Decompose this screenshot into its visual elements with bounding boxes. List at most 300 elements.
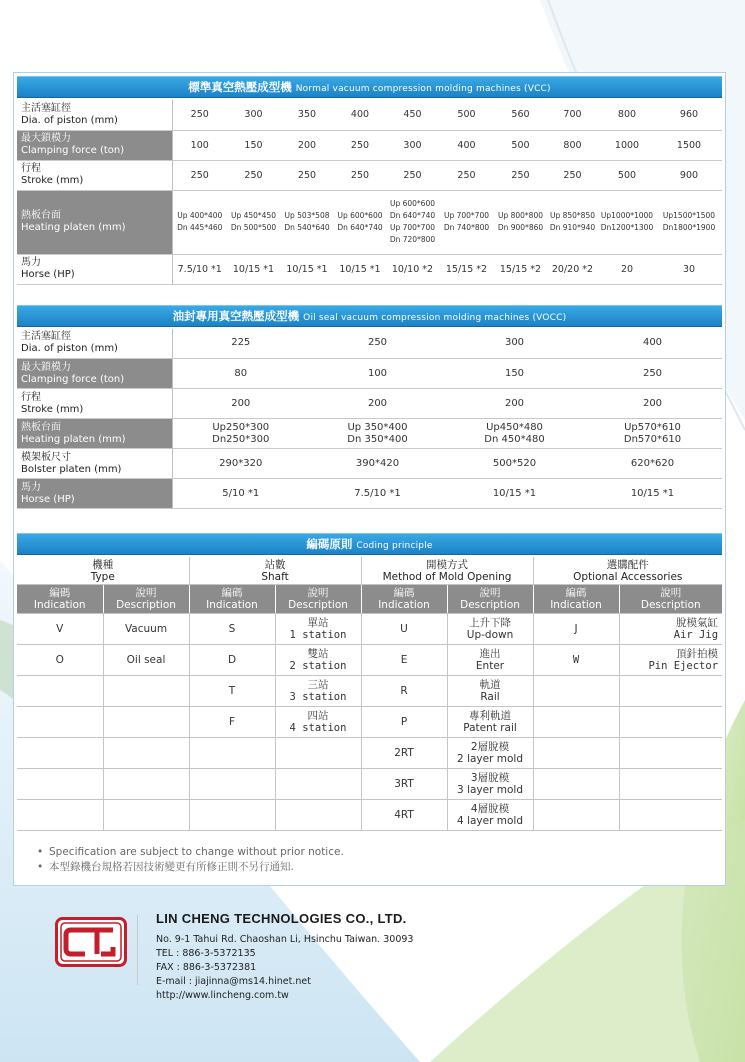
- coding-row: [17, 800, 722, 831]
- sub-zh: 編碼: [221, 587, 243, 599]
- platen-up: Up 600*600: [389, 199, 435, 208]
- acc-desc: [619, 614, 722, 645]
- sub-zh: 說明: [660, 587, 682, 599]
- method-code: R: [361, 676, 447, 707]
- label-en: Heating platen (mm): [21, 222, 126, 233]
- footer: [0, 905, 745, 1062]
- label-zh: 熱板台面: [21, 210, 61, 221]
- value-cell: 250: [334, 160, 386, 190]
- value-cell: 80: [172, 359, 309, 389]
- platen-up: Up 600*600: [337, 211, 383, 220]
- bullet-icon: •: [37, 846, 44, 858]
- platen-up: Up 850*850: [549, 211, 595, 220]
- notes: [17, 845, 722, 875]
- vcc-row-stroke: [17, 160, 722, 190]
- platen-cell: [547, 190, 598, 254]
- platen-dn: Dn 640*740: [389, 211, 436, 220]
- vcc-title-en: Normal vacuum compression molding machines (VCC): [295, 84, 551, 94]
- address: No. 9-1 Tahui Rd. Chaoshan Li, Hsinchu Taiwan. 30093: [156, 934, 414, 945]
- acc-code: J: [533, 614, 619, 645]
- sub-en: Description: [640, 599, 701, 611]
- label-en: Clamping force (ton): [21, 373, 125, 385]
- desc-en: 3 station: [289, 691, 347, 703]
- value-cell: 800: [598, 100, 656, 130]
- empty-cell: [103, 769, 189, 800]
- method-code: 4RT: [361, 800, 447, 831]
- empty-cell: [275, 769, 361, 800]
- platen-up: Up 400*400: [177, 211, 223, 220]
- desc-en: 2 station: [289, 660, 347, 672]
- coding-row: [17, 707, 722, 738]
- row-label: [17, 160, 172, 190]
- value-cell: 900: [656, 160, 722, 190]
- empty-cell: [619, 676, 722, 707]
- row-label: [17, 359, 172, 389]
- acc-desc: [619, 645, 722, 676]
- shaft-desc: [275, 614, 361, 645]
- value-cell: 250: [439, 160, 494, 190]
- type-code: V: [17, 614, 103, 645]
- coding-row: [17, 614, 722, 645]
- desc-zh: 4層脫模: [470, 803, 510, 815]
- coding-title-band: [17, 533, 722, 555]
- empty-cell: [189, 738, 275, 769]
- platen-dn: Dn 500*500: [230, 223, 277, 232]
- platen-dn: Dn 900*860: [497, 223, 544, 232]
- shaft-code: D: [189, 645, 275, 676]
- value-cell: 250: [227, 160, 280, 190]
- value-cell: 200: [172, 389, 309, 419]
- value-cell: 250: [172, 160, 227, 190]
- sub-en: Description: [288, 599, 348, 611]
- vcc-row-clamping: [17, 130, 722, 160]
- platen-cell: [439, 190, 494, 254]
- value-cell: 200: [309, 389, 446, 419]
- sub-description: [619, 585, 722, 614]
- vcc-row-platen: [17, 190, 722, 254]
- vocc-title-en: Oil seal vacuum compression molding machines (VOCC): [303, 312, 567, 323]
- method-code: E: [361, 645, 447, 676]
- platen-up: Up 700*700: [443, 211, 489, 220]
- value-cell: 300: [386, 130, 439, 160]
- platen-up: Up570*610: [624, 421, 681, 433]
- platen-cell: [172, 190, 227, 254]
- value-cell: 10/15 *1: [280, 254, 334, 284]
- platen-cell: [334, 190, 386, 254]
- sub-zh: 編碼: [565, 587, 587, 599]
- coding-group-row: [17, 557, 722, 585]
- platen-dn: Dn570*610: [623, 433, 682, 445]
- platen-dn: Dn1200*1300: [600, 223, 654, 232]
- value-cell: 1500: [656, 130, 722, 160]
- desc-en: Rail: [480, 691, 500, 703]
- sub-en: Description: [460, 599, 520, 611]
- platen-up: Up1000*1000: [600, 211, 654, 220]
- website-link[interactable]: http://www.lincheng.com.tw: [156, 990, 289, 1001]
- acc-code: W: [533, 645, 619, 676]
- empty-cell: [533, 800, 619, 831]
- shaft-code: S: [189, 614, 275, 645]
- desc-zh: 脫模氣缸: [676, 617, 719, 629]
- empty-cell: [275, 738, 361, 769]
- row-label: [17, 254, 172, 284]
- label-en: Horse (HP): [21, 493, 75, 505]
- vcc-spec-table: [17, 100, 722, 285]
- row-label: [17, 130, 172, 160]
- label-zh: 最大鎖模力: [21, 361, 71, 373]
- shaft-desc: [275, 645, 361, 676]
- empty-cell: [533, 676, 619, 707]
- method-desc: [447, 614, 533, 645]
- platen-dn: Dn 720*800: [389, 235, 436, 244]
- platen-up: Up 700*700: [389, 223, 435, 232]
- platen-cell: [172, 419, 309, 449]
- sub-indication: [361, 585, 447, 614]
- platen-up: Up 450*450: [230, 211, 276, 220]
- empty-cell: [619, 738, 722, 769]
- coding-title-en: Coding principle: [356, 541, 433, 551]
- row-label: [17, 190, 172, 254]
- sub-en: Description: [116, 599, 176, 611]
- empty-cell: [189, 800, 275, 831]
- desc-zh: 2層脫模: [470, 741, 510, 753]
- label-en: Clamping force (ton): [21, 145, 125, 156]
- value-cell: 290*320: [172, 449, 309, 479]
- empty-cell: [103, 738, 189, 769]
- value-cell: 250: [280, 160, 334, 190]
- platen-dn: Dn 350*400: [347, 433, 408, 445]
- platen-up: Up 503*508: [284, 211, 330, 220]
- value-cell: 100: [172, 130, 227, 160]
- coding-table: [17, 557, 722, 831]
- platen-cell: [227, 190, 280, 254]
- platen-cell: [494, 190, 547, 254]
- value-cell: 960: [656, 100, 722, 130]
- desc-en: 2 layer mold: [457, 753, 523, 765]
- value-cell: 5/10 *1: [172, 479, 309, 509]
- value-cell: 10/10 *2: [386, 254, 439, 284]
- empty-cell: [533, 738, 619, 769]
- platen-up: Up250*300: [212, 421, 270, 433]
- method-code: P: [361, 707, 447, 738]
- platen-dn: Dn250*300: [212, 433, 270, 445]
- label-zh: 行程: [21, 391, 41, 403]
- note-item: [37, 845, 722, 860]
- label-en: Dia. of piston (mm): [21, 114, 118, 126]
- empty-cell: [103, 676, 189, 707]
- company-info: [156, 933, 413, 1003]
- label-zh: 主活塞缸徑: [21, 102, 71, 114]
- platen-cell: [386, 190, 439, 254]
- sub-zh: 說明: [135, 587, 157, 599]
- row-label: [17, 389, 172, 419]
- desc-en: Up-down: [466, 629, 514, 641]
- value-cell: 15/15 *2: [439, 254, 494, 284]
- row-label: [17, 100, 172, 130]
- spec-content: [17, 76, 722, 875]
- platen-dn: Dn 445*460: [177, 223, 223, 232]
- desc-zh: 四站: [307, 710, 329, 722]
- empty-cell: [619, 769, 722, 800]
- type-desc: Vacuum: [103, 614, 189, 645]
- value-cell: 100: [309, 359, 446, 389]
- desc-zh: 上升下降: [469, 617, 512, 629]
- value-cell: 1000: [598, 130, 656, 160]
- platen-cell: [309, 419, 446, 449]
- value-cell: 400: [334, 100, 386, 130]
- sub-en: Indication: [550, 599, 602, 611]
- value-cell: 300: [227, 100, 280, 130]
- vocc-title-band: [17, 305, 722, 327]
- value-cell: 30: [656, 254, 722, 284]
- sub-en: Indication: [378, 599, 430, 611]
- value-cell: 250: [334, 130, 386, 160]
- method-desc: [447, 769, 533, 800]
- method-desc: [447, 676, 533, 707]
- coding-title: 編碼原則: [306, 537, 353, 551]
- sub-zh: 編碼: [393, 587, 415, 599]
- empty-cell: [17, 738, 103, 769]
- value-cell: 500: [494, 130, 547, 160]
- value-cell: 350: [280, 100, 334, 130]
- value-cell: 300: [446, 329, 583, 359]
- footer-divider: [137, 915, 138, 985]
- fax: FAX : 886-3-5372381: [156, 962, 257, 973]
- empty-cell: [17, 676, 103, 707]
- sub-en: Indication: [206, 599, 258, 611]
- group-en: Shaft: [261, 570, 289, 583]
- value-cell: 620*620: [583, 449, 722, 479]
- group-accessories: [533, 557, 722, 585]
- sub-zh: 說明: [307, 587, 329, 599]
- desc-en: Patent rail: [463, 722, 517, 734]
- platen-dn: Dn 740*800: [443, 223, 490, 232]
- platen-up: Up1500*1500: [662, 211, 716, 220]
- value-cell: 10/15 *1: [334, 254, 386, 284]
- empty-cell: [103, 800, 189, 831]
- sub-description: [447, 585, 533, 614]
- value-cell: 200: [583, 389, 722, 419]
- sub-en: Indication: [33, 599, 86, 611]
- value-cell: 10/15 *1: [583, 479, 722, 509]
- type-desc: Oil seal: [103, 645, 189, 676]
- platen-cell: [446, 419, 583, 449]
- label-zh: 主活塞缸徑: [21, 331, 71, 343]
- desc-zh: 雙站: [307, 648, 329, 660]
- value-cell: 250: [583, 359, 722, 389]
- vocc-row-stroke: [17, 389, 722, 419]
- desc-zh: 三站: [307, 679, 329, 691]
- platen-dn: Dn1800*1900: [662, 223, 716, 232]
- label-en: Stroke (mm): [21, 175, 84, 186]
- vocc-row-bolster: [17, 449, 722, 479]
- label-en: Dia. of piston (mm): [21, 343, 118, 355]
- value-cell: 10/15 *1: [446, 479, 583, 509]
- sub-description: [103, 585, 189, 614]
- desc-en: Pin Ejector: [648, 660, 719, 672]
- spec-panel: [13, 72, 726, 886]
- coding-row: [17, 676, 722, 707]
- value-cell: 150: [446, 359, 583, 389]
- empty-cell: [17, 707, 103, 738]
- value-cell: 500: [598, 160, 656, 190]
- method-code: 3RT: [361, 769, 447, 800]
- empty-cell: [17, 800, 103, 831]
- platen-dn: Dn 640*740: [337, 223, 383, 232]
- group-zh: 機種: [92, 558, 114, 571]
- type-code: O: [17, 645, 103, 676]
- method-desc: [447, 738, 533, 769]
- group-method: [361, 557, 533, 585]
- method-code: 2RT: [361, 738, 447, 769]
- value-cell: 7.5/10 *1: [309, 479, 446, 509]
- value-cell: 20: [598, 254, 656, 284]
- label-en: Horse (HP): [21, 269, 75, 280]
- platen-dn: Dn 450*480: [484, 433, 545, 445]
- empty-cell: [619, 800, 722, 831]
- value-cell: 250: [494, 160, 547, 190]
- label-en: Heating platen (mm): [21, 433, 126, 445]
- platen-cell: [598, 190, 656, 254]
- sub-indication: [17, 585, 103, 614]
- vocc-spec-table: [17, 329, 722, 510]
- value-cell: 450: [386, 100, 439, 130]
- vocc-title: 油封專用真空熱壓成型機: [172, 308, 300, 323]
- desc-en: 3 layer mold: [457, 784, 523, 796]
- group-zh: 站數: [264, 558, 286, 571]
- desc-zh: 專利軌道: [469, 710, 512, 722]
- value-cell: 15/15 *2: [494, 254, 547, 284]
- empty-cell: [17, 769, 103, 800]
- empty-cell: [189, 769, 275, 800]
- label-zh: 馬力: [21, 257, 41, 268]
- empty-cell: [533, 769, 619, 800]
- value-cell: 200: [280, 130, 334, 160]
- group-en: Optional Accessories: [573, 570, 683, 583]
- sub-description: [275, 585, 361, 614]
- method-desc: [447, 800, 533, 831]
- sub-indication: [189, 585, 275, 614]
- desc-zh: 3層脫模: [470, 772, 510, 784]
- group-en: Type: [90, 570, 115, 583]
- platen-up: Up 800*800: [497, 211, 543, 220]
- platen-up: Up450*480: [486, 421, 543, 433]
- coding-subheader-row: [17, 585, 722, 614]
- vcc-title: 標準真空熱壓成型機: [188, 80, 292, 94]
- empty-cell: [619, 707, 722, 738]
- note-text: 本型錄機台規格若因技術變更有所修正則不另行通知.: [49, 861, 294, 873]
- row-label: [17, 449, 172, 479]
- desc-zh: 軌道: [479, 679, 501, 691]
- value-cell: 150: [227, 130, 280, 160]
- value-cell: 800: [547, 130, 598, 160]
- vcc-row-piston: [17, 100, 722, 130]
- sub-indication: [533, 585, 619, 614]
- platen-cell: [583, 419, 722, 449]
- vocc-row-platen: [17, 419, 722, 449]
- empty-cell: [533, 707, 619, 738]
- value-cell: 20/20 *2: [547, 254, 598, 284]
- label-en: Bolster platen (mm): [21, 463, 122, 475]
- coding-row: [17, 738, 722, 769]
- desc-zh: 頂針拍模: [676, 648, 719, 660]
- group-zh: 開模方式: [426, 558, 469, 571]
- company-name: LIN CHENG TECHNOLOGIES CO., LTD.: [156, 911, 407, 926]
- method-code: U: [361, 614, 447, 645]
- sub-zh: 說明: [479, 587, 501, 599]
- group-type: [17, 557, 189, 585]
- value-cell: 390*420: [309, 449, 446, 479]
- value-cell: 200: [446, 389, 583, 419]
- shaft-desc: [275, 676, 361, 707]
- shaft-desc: [275, 707, 361, 738]
- desc-zh: 單站: [307, 617, 329, 629]
- coding-row: [17, 645, 722, 676]
- value-cell: 225: [172, 329, 309, 359]
- vocc-row-clamping: [17, 359, 722, 389]
- note-item: [37, 860, 722, 875]
- value-cell: 500*520: [446, 449, 583, 479]
- platen-dn: Dn 540*640: [284, 223, 330, 232]
- value-cell: 250: [309, 329, 446, 359]
- vcc-title-band: [17, 76, 722, 98]
- value-cell: 400: [439, 130, 494, 160]
- coding-row: [17, 769, 722, 800]
- platen-cell: [656, 190, 722, 254]
- row-label: [17, 419, 172, 449]
- email-link[interactable]: E-mail : jiajinna@ms14.hinet.net: [156, 976, 311, 987]
- platen-dn: Dn 910*940: [549, 223, 596, 232]
- empty-cell: [103, 707, 189, 738]
- desc-en: Enter: [475, 660, 505, 672]
- method-desc: [447, 645, 533, 676]
- label-zh: 行程: [21, 163, 41, 174]
- value-cell: 400: [583, 329, 722, 359]
- value-cell: 250: [172, 100, 227, 130]
- label-zh: 模架板尺寸: [21, 451, 71, 463]
- platen-up: Up 350*400: [347, 421, 408, 433]
- value-cell: 560: [494, 100, 547, 130]
- desc-en: 1 station: [289, 629, 347, 641]
- vocc-row-horse: [17, 479, 722, 509]
- vcc-row-horse: [17, 254, 722, 284]
- desc-zh: 進出: [479, 648, 501, 660]
- vocc-row-piston: [17, 329, 722, 359]
- value-cell: 500: [439, 100, 494, 130]
- method-desc: [447, 707, 533, 738]
- label-zh: 最大鎖模力: [21, 133, 71, 144]
- company-logo-icon: [55, 917, 127, 967]
- shaft-code: T: [189, 676, 275, 707]
- label-zh: 馬力: [21, 481, 41, 493]
- desc-en: 4 layer mold: [457, 815, 523, 827]
- label-en: Stroke (mm): [21, 403, 84, 415]
- value-cell: 700: [547, 100, 598, 130]
- note-text: Specification are subject to change without prior notice.: [49, 846, 344, 858]
- row-label: [17, 329, 172, 359]
- group-zh: 選購配件: [606, 558, 649, 571]
- empty-cell: [275, 800, 361, 831]
- value-cell: 7.5/10 *1: [172, 254, 227, 284]
- row-label: [17, 479, 172, 509]
- desc-en: Air Jig: [673, 629, 719, 641]
- bullet-icon: •: [37, 861, 44, 873]
- group-shaft: [189, 557, 361, 585]
- shaft-code: F: [189, 707, 275, 738]
- group-en: Method of Mold Opening: [382, 570, 512, 583]
- platen-cell: [280, 190, 334, 254]
- label-zh: 熱板台面: [21, 421, 61, 433]
